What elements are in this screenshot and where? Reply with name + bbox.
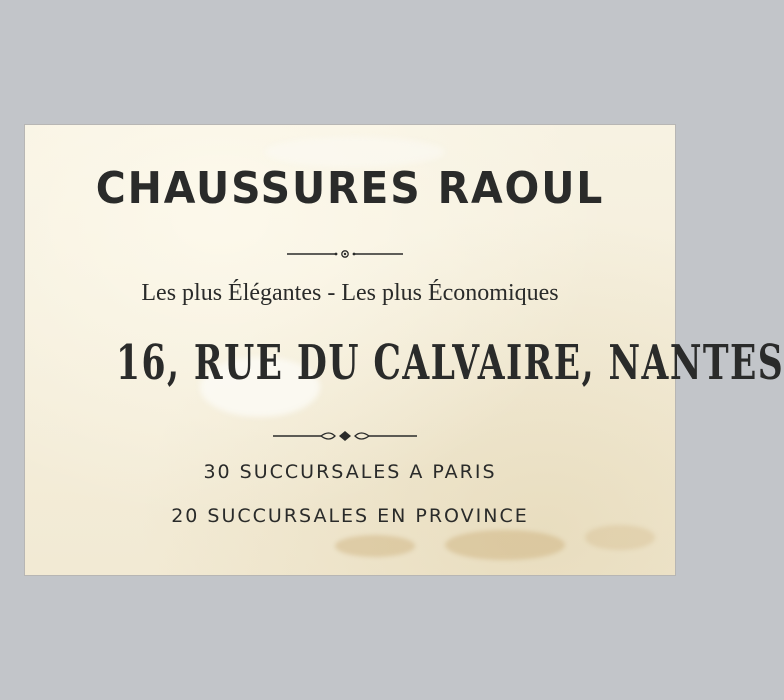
age-stain <box>585 525 655 550</box>
province-branches: 20 SUCCURSALES EN PROVINCE <box>171 505 529 527</box>
address: 16, RUE DU CALVAIRE, NANTES <box>115 335 784 391</box>
trade-card <box>25 125 784 575</box>
dot-rule-ornament <box>287 248 403 260</box>
paris-branches: 30 SUCCURSALES A PARIS <box>203 461 497 483</box>
brand-title: CHAUSSURES RAOUL <box>95 163 605 214</box>
age-stain <box>335 535 415 557</box>
tagline: Les plus Élégantes - Les plus Économiques <box>141 280 559 306</box>
flourish-rule-ornament <box>273 429 417 443</box>
age-stain <box>445 530 565 560</box>
